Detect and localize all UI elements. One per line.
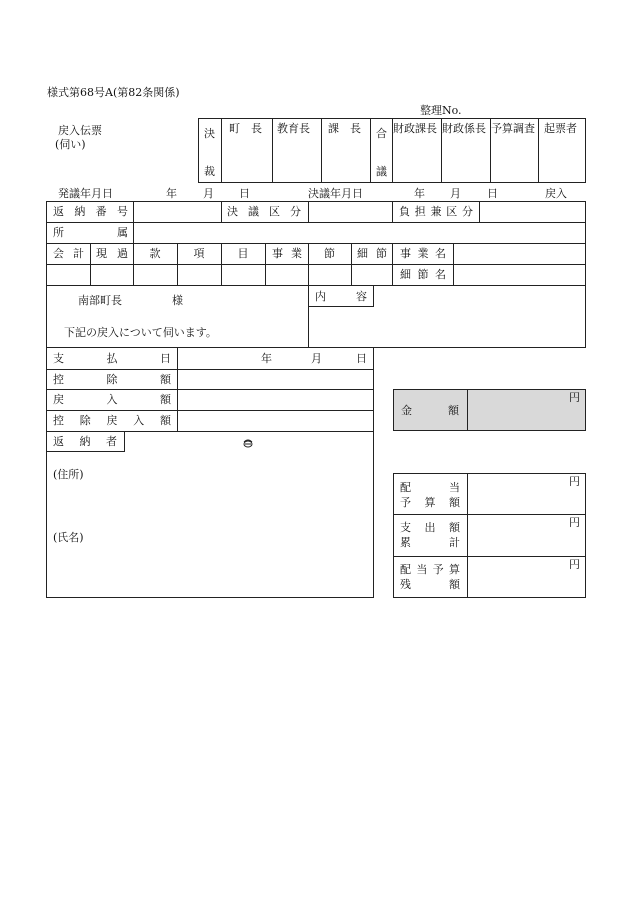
kingaku-yen: 円 xyxy=(569,391,580,404)
saisetsu-label: 細 節 xyxy=(357,247,387,260)
kingaku-label: 金 額 xyxy=(401,404,459,417)
kessai-bottom: 裁 xyxy=(204,165,215,178)
seal-mark-icon xyxy=(243,438,253,447)
shishutsu-label-2: 累 計 xyxy=(400,536,460,549)
seiri-no-label: 整理No. xyxy=(420,104,462,117)
hatsugi-date-label: 発議年月日 xyxy=(58,187,113,200)
hatsugi-nen: 年 xyxy=(166,187,177,200)
zan-yen: 円 xyxy=(569,558,580,571)
addressee-town: 南部町長 xyxy=(78,294,122,307)
hatsugi-hi: 日 xyxy=(239,187,250,200)
haitou-label-2: 予 算 額 xyxy=(400,496,460,509)
kessai-tsuki: 月 xyxy=(450,187,461,200)
role-kyoikucho: 教育長 xyxy=(277,122,310,135)
shiharai-hi: 日 xyxy=(356,352,367,365)
jigyou-mei-label: 事 業 名 xyxy=(400,247,446,260)
kessai-hi: 日 xyxy=(487,187,498,200)
kessai-kubun-label: 決 議 区 分 xyxy=(227,205,301,218)
henno-sha-label: 返 納 者 xyxy=(53,435,117,448)
moku-label: 目 xyxy=(237,247,249,260)
setsu-label: 節 xyxy=(324,247,335,260)
naiyou-label: 内 容 xyxy=(315,290,367,303)
reinyu-amount-label: 戻 入 額 xyxy=(53,393,171,406)
haitou-label-1: 配 当 xyxy=(400,481,460,494)
genka-label: 現 過 xyxy=(96,247,128,260)
role-zaisei-kakaricho: 財政係長 xyxy=(442,122,486,135)
address-label: (住所) xyxy=(53,468,84,481)
shiharai-tsuki: 月 xyxy=(311,352,322,365)
koujo-reinyu-label: 控 除 戻 入 額 xyxy=(53,414,171,427)
kessai-date-label: 決議年月日 xyxy=(308,187,363,200)
name-label: (氏名) xyxy=(53,531,84,544)
futan-kubun-label: 負 担 兼 区 分 xyxy=(399,205,473,218)
gougi-bottom: 議 xyxy=(376,165,387,178)
role-kihyosha: 起票者 xyxy=(544,122,577,135)
role-zaisei-kacho: 財政課長 xyxy=(393,122,437,135)
kou-label: 項 xyxy=(193,247,205,260)
jigyou-label: 事 業 xyxy=(272,247,302,260)
form-title: 戻入伝票 xyxy=(58,124,102,137)
addressee-message: 下記の戻入について伺います。 xyxy=(64,326,217,339)
role-chocho: 町 長 xyxy=(229,122,262,135)
role-kacho: 課 長 xyxy=(328,122,361,135)
shozoku-label: 所 属 xyxy=(53,226,128,239)
zan-label-2: 残 額 xyxy=(400,578,460,591)
saisetsu-mei-label: 細 節 名 xyxy=(400,268,446,281)
shishutsu-label-1: 支 出 額 xyxy=(400,521,460,534)
reinyu-label: 戻入 xyxy=(545,187,567,200)
addressee-sama: 様 xyxy=(172,294,183,307)
haitou-yen: 円 xyxy=(569,475,580,488)
gougi-top: 合 xyxy=(376,127,387,140)
kessai-nen: 年 xyxy=(414,187,425,200)
kaikei-label: 会 計 xyxy=(53,247,84,260)
form-number: 様式第68号A(第82条関係) xyxy=(47,86,180,99)
form-subtitle: (伺い) xyxy=(55,138,86,151)
shiharai-nen: 年 xyxy=(261,352,272,365)
shiharai-label: 支 払 日 xyxy=(53,352,171,365)
kessai-top: 決 xyxy=(204,127,215,140)
henno-bango-label: 返 納 番 号 xyxy=(53,205,128,218)
zan-label-1: 配 当 予 算 xyxy=(400,563,460,576)
kan-label: 款 xyxy=(149,247,161,260)
shishutsu-yen: 円 xyxy=(569,516,580,529)
role-yosan-chosa: 予算調査 xyxy=(491,122,535,135)
koujo-label: 控 除 額 xyxy=(53,373,171,386)
hatsugi-tsuki: 月 xyxy=(203,187,214,200)
